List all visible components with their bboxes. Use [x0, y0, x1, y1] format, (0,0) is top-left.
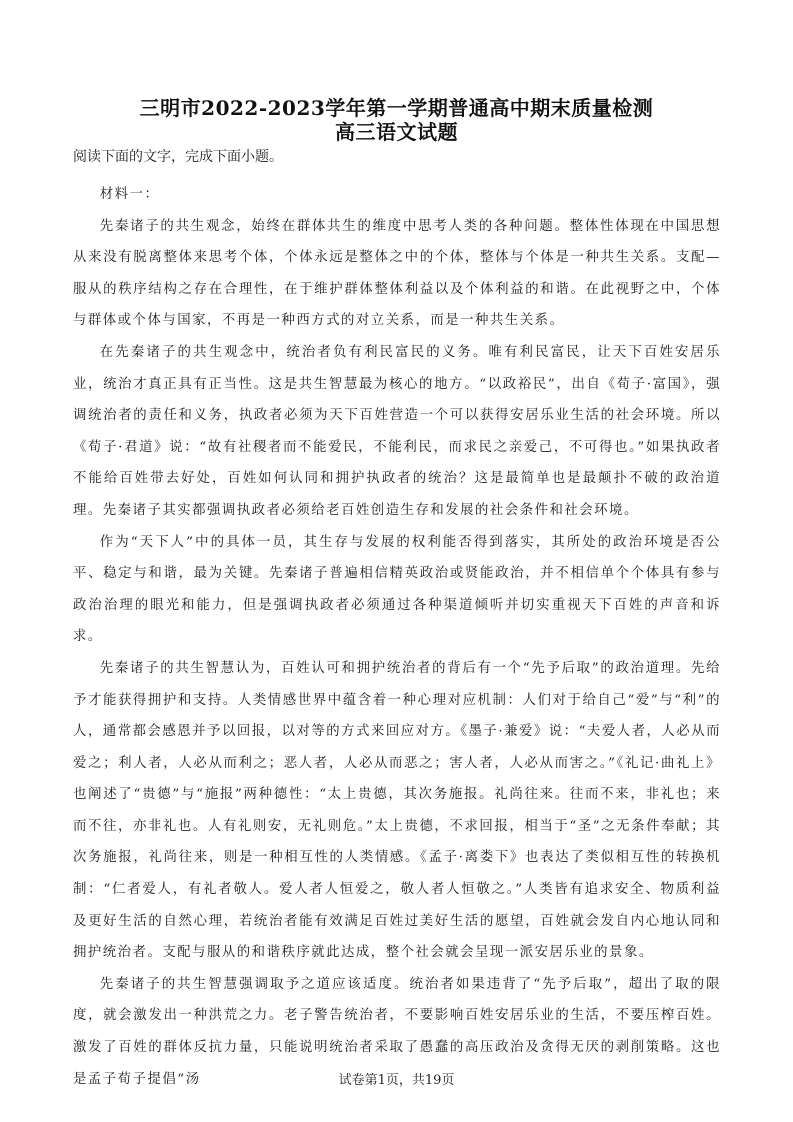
page-footer: 试卷第1页，共19页	[338, 1073, 455, 1088]
passage-paragraph-5: 先秦诸子的共生智慧强调取予之道应该适度。统治者如果违背了“先予后取”，超出了取的限度，就会激发出一种洪荒之力。老子警告统治者，不要影响百姓安居乐业的生活，不要压榨百姓。激发了百姓的群体反抗力量，只能说明统治者采取了愚蠢的高压政治及贪得无厌的剥削策略。这也是孟子荀子提倡“汤	[73, 976, 721, 1087]
passage-paragraph-4: 先秦诸子的共生智慧认为，百姓认可和拥护统治者的背后有一个“先予后取”的政治道理。先给予才能获得拥护和支持。人类情感世界中蕴含着一种心理对应机制：人们对于给自己“爱”与“利”的人，通常都会感恩并予以回报，以对等的方式来回应对方。《墨子·兼爱》说：“夫爱人者，人必从而爱之；利人者，人必从而利之；恶人者，人必从而恶之；害人者，人必从而害之。”《礼记·曲礼上》也阐述了“贵德”与“施报”两种德性：“太上贵德，其次务施报。礼尚往来。往而不来，非礼也；来而不往，亦非礼也。人有礼则安，无礼则危。”太上贵德，不求回报，相当于“圣”之无条件奉献；其次务施报，礼尚往来，则是一种相互性的人类情感。《孟子·离娄下》也表达了类似相互性的转换机制：“仁者爱人，有礼者敬人。爱人者人恒爱之，敬人者人恒敬之。”人类皆有追求安全、物质利益及更好生活的自然心理，若统治者能有效满足百姓过美好生活的愿望，百姓就会发自内心地认同和拥护统治者。支配与服从的和谐秩序就此达成，整个社会就会呈现一派安居乐业的景象。	[73, 660, 721, 961]
reading-instruction: 阅读下面的文字，完成下面小题。	[73, 149, 283, 165]
passage-paragraph-1: 先秦诸子的共生观念，始终在群体共生的维度中思考人类的各种问题。整体性体现在中国思想从来没有脱离整体来思考个体，个体永远是整体之中的个体，整体与个体是一种共生关系。支配—服从的秩序结构之存在合理性，在于维护群体整体利益以及个体利益的和谐。在此视野之中，个体与群体或个体与国家，不再是一种西方式的对立关系，而是一种共生关系。	[73, 218, 721, 329]
passage-paragraph-2: 在先秦诸子的共生观念中，统治者负有利民富民的义务。唯有利民富民，让天下百姓安居乐业，统治才真正具有正当性。这是共生智慧最为核心的地方。“以政裕民”，出自《荀子·富国》，强调统治者的责任和义务，执政者必须为天下百姓营造一个可以获得安居乐业生活的社会环境。所以《荀子·君道》说：“故有社稷者而不能爱民，不能利民，而求民之亲爱己，不可得也。”如果执政者不能给百姓带去好处，百姓如何认同和拥护执政者的统治？这是最简单也是最颠扑不破的政治道理。先秦诸子其实都强调执政者必须给老百姓创造生存和发展的社会条件和社会环境。	[73, 344, 721, 518]
exam-subtitle: 高三语文试题	[335, 120, 458, 144]
passage-body	[73, 179, 721, 1095]
material-label: 材料一：	[99, 187, 160, 202]
exam-title: 三明市2022-2023学年第一学期普通高中期末质量检测	[139, 96, 654, 120]
passage-paragraph-3: 作为“天下人”中的具体一员，其生存与发展的权利能否得到落实，其所处的政治环境是否公平、稳定与和谐，最为关键。先秦诸子普遍相信精英政治或贤能政治，并不相信单个个体具有参与政治治理的眼光和能力，但是强调执政者必须通过各种渠道倾听并切实重视天下百姓的声音和诉求。	[73, 534, 721, 645]
